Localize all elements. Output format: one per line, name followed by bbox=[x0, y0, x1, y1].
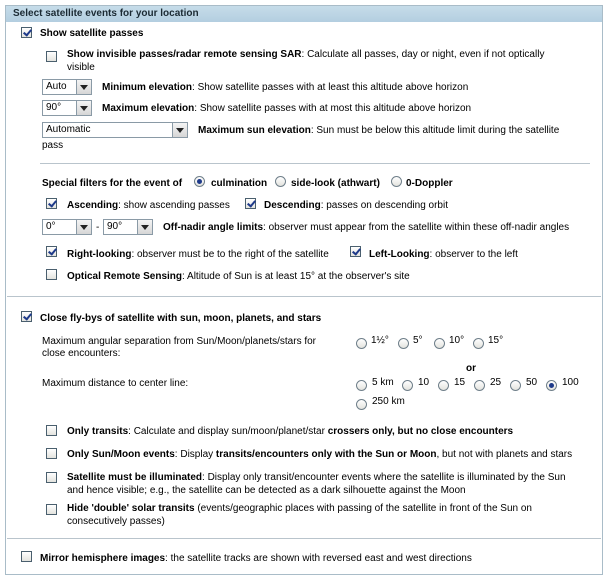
ascending-label: Ascending bbox=[67, 200, 119, 211]
radio-sep-10[interactable] bbox=[434, 338, 445, 349]
sep-option-label: 1½° bbox=[371, 335, 389, 346]
sep-option-label: 5° bbox=[413, 335, 423, 346]
chevron-down-icon bbox=[76, 101, 91, 115]
divider bbox=[7, 296, 601, 297]
divider bbox=[7, 538, 601, 539]
mirror-hemisphere-label: Mirror hemisphere images bbox=[40, 553, 166, 564]
only-sunmoon-bold2: transits/encounters only with the Sun or Moon bbox=[215, 449, 437, 460]
only-sunmoon-desc2: , but not with planets and stars bbox=[436, 449, 573, 460]
divider bbox=[40, 163, 590, 164]
descending-label: Descending bbox=[264, 200, 321, 211]
sidelook-label: side-look (athwart) bbox=[291, 178, 380, 189]
separation-label2: close encounters: bbox=[42, 348, 121, 359]
chevron-down-icon bbox=[76, 220, 91, 234]
sun-elevation-label: Maximum sun elevation bbox=[198, 125, 311, 136]
only-sunmoon-desc: : Display bbox=[174, 449, 216, 460]
or-label: or bbox=[466, 363, 476, 374]
radio-sidelook[interactable] bbox=[275, 176, 286, 187]
nadir-from-value: 0° bbox=[46, 221, 56, 232]
optical-sensing-checkbox[interactable] bbox=[46, 269, 57, 280]
flyby-checkbox[interactable] bbox=[21, 311, 32, 322]
max-elevation-value: 90° bbox=[46, 102, 62, 113]
illuminated-desc2: and hence visible; e.g., the satellite can be detected as a dark silhouette against the Moon bbox=[67, 485, 466, 496]
hide-double-desc2: consecutively passes) bbox=[67, 516, 165, 527]
distance-label: Maximum distance to center line: bbox=[42, 378, 189, 389]
sun-elevation-value: Automatic bbox=[46, 124, 91, 135]
mirror-hemisphere-checkbox[interactable] bbox=[21, 551, 32, 562]
dist-option-label: 100 bbox=[562, 377, 579, 388]
radio-sep-5[interactable] bbox=[398, 338, 409, 349]
optical-sensing-desc: : Altitude of Sun is at least 15° at the observer's site bbox=[182, 271, 410, 282]
dist-option-label: 10 bbox=[418, 377, 430, 388]
min-elevation-desc: : Show satellite passes with at least this altitude above horizon bbox=[192, 82, 469, 93]
illuminated-label: Satellite must be illuminated bbox=[67, 472, 203, 483]
radio-dist-10[interactable] bbox=[402, 380, 413, 391]
panel-title: Select satellite events for your location bbox=[13, 8, 199, 19]
illuminated-desc: : Display only transit/encounter events where the satellite is illuminated by the Sun bbox=[202, 472, 566, 483]
min-elevation-select[interactable] bbox=[42, 79, 92, 95]
radio-culmination[interactable] bbox=[194, 176, 205, 187]
hide-double-label: Hide 'double' solar transits bbox=[67, 503, 195, 514]
nadir-from-select[interactable] bbox=[42, 219, 92, 235]
culmination-label: culmination bbox=[211, 178, 268, 189]
only-transits-desc: : Calculate and display sun/moon/planet/star bbox=[128, 426, 328, 437]
show-passes-label: Show satellite passes bbox=[40, 28, 144, 39]
invisible-passes-label: Show invisible passes/radar remote sensing SAR bbox=[67, 49, 302, 60]
dist-option-label: 250 km bbox=[372, 396, 405, 407]
invisible-passes-desc: : Calculate all passes, day or night, even if not optically bbox=[301, 49, 545, 60]
panel-header bbox=[6, 6, 602, 22]
min-elevation-label: Minimum elevation bbox=[102, 82, 193, 93]
only-transits-checkbox[interactable] bbox=[46, 425, 57, 436]
radio-dist-15[interactable] bbox=[438, 380, 449, 391]
radio-dist-5[interactable] bbox=[356, 380, 367, 391]
radio-dist-250[interactable] bbox=[356, 399, 367, 410]
sun-elevation-select[interactable] bbox=[42, 122, 188, 138]
radio-zero-doppler[interactable] bbox=[391, 176, 402, 187]
only-sunmoon-checkbox[interactable] bbox=[46, 448, 57, 459]
nadir-desc: : observer must appear from the satellite within these off-nadir angles bbox=[263, 222, 570, 233]
chevron-down-icon bbox=[76, 80, 91, 94]
only-sunmoon-label: Only Sun/Moon events bbox=[67, 449, 175, 460]
radio-sep-1-5[interactable] bbox=[356, 338, 367, 349]
nadir-to-value: 90° bbox=[107, 221, 123, 232]
radio-dist-100[interactable] bbox=[546, 380, 557, 391]
right-looking-desc: : observer must be to the right of the satellite bbox=[131, 249, 329, 260]
nadir-to-select[interactable] bbox=[103, 219, 153, 235]
invisible-passes-checkbox[interactable] bbox=[46, 51, 57, 62]
invisible-passes-desc2: visible bbox=[67, 62, 95, 73]
max-elevation-label: Maximum elevation bbox=[102, 103, 195, 114]
radio-dist-50[interactable] bbox=[510, 380, 521, 391]
radio-sep-15[interactable] bbox=[473, 338, 484, 349]
dist-option-label: 15 bbox=[454, 377, 466, 388]
zero-doppler-label: 0-Doppler bbox=[406, 178, 453, 189]
descending-desc: : passes on descending orbit bbox=[320, 200, 448, 211]
max-elevation-select[interactable] bbox=[42, 100, 92, 116]
chevron-down-icon bbox=[137, 220, 152, 234]
left-looking-label: Left-Looking bbox=[369, 249, 430, 260]
mirror-hemisphere-desc: : the satellite tracks are shown with reversed east and west directions bbox=[165, 553, 472, 564]
ascending-checkbox[interactable] bbox=[46, 198, 57, 209]
separation-label: Maximum angular separation from Sun/Moon/planets/stars for bbox=[42, 336, 317, 347]
right-looking-checkbox[interactable] bbox=[46, 246, 57, 257]
ascending-desc: : show ascending passes bbox=[118, 200, 230, 211]
sun-elevation-desc: : Sun must be below this altitude limit during the satellite bbox=[310, 125, 560, 136]
sep-option-label: 15° bbox=[488, 335, 504, 346]
hide-double-desc: (events/geographic places with passing of the satellite in front of the Sun on bbox=[194, 503, 532, 514]
show-passes-checkbox[interactable] bbox=[21, 27, 32, 38]
dist-option-label: 50 bbox=[526, 377, 538, 388]
sep-option-label: 10° bbox=[449, 335, 465, 346]
flyby-title: Close fly-bys of satellite with sun, moon, planets, and stars bbox=[40, 313, 322, 324]
dist-option-label: 5 km bbox=[372, 377, 394, 388]
nadir-dash: - bbox=[96, 222, 100, 233]
chevron-down-icon bbox=[172, 123, 187, 137]
only-transits-label: Only transits bbox=[67, 426, 129, 437]
optical-sensing-label: Optical Remote Sensing bbox=[67, 271, 183, 282]
left-looking-checkbox[interactable] bbox=[350, 246, 361, 257]
sun-elevation-desc2: pass bbox=[42, 140, 64, 151]
nadir-label: Off-nadir angle limits bbox=[163, 222, 264, 233]
right-looking-label: Right-looking bbox=[67, 249, 132, 260]
only-transits-bold2: crossers only, but no close encounters bbox=[327, 426, 514, 437]
left-looking-desc: : observer to the left bbox=[429, 249, 518, 260]
illuminated-checkbox[interactable] bbox=[46, 472, 57, 483]
min-elevation-value: Auto bbox=[46, 81, 67, 92]
max-elevation-desc: : Show satellite passes with at most this altitude above horizon bbox=[194, 103, 472, 114]
descending-checkbox[interactable] bbox=[245, 198, 256, 209]
filters-title: Special filters for the event of bbox=[42, 178, 183, 189]
radio-dist-25[interactable] bbox=[474, 380, 485, 391]
dist-option-label: 25 bbox=[490, 377, 502, 388]
hide-double-checkbox[interactable] bbox=[46, 504, 57, 515]
